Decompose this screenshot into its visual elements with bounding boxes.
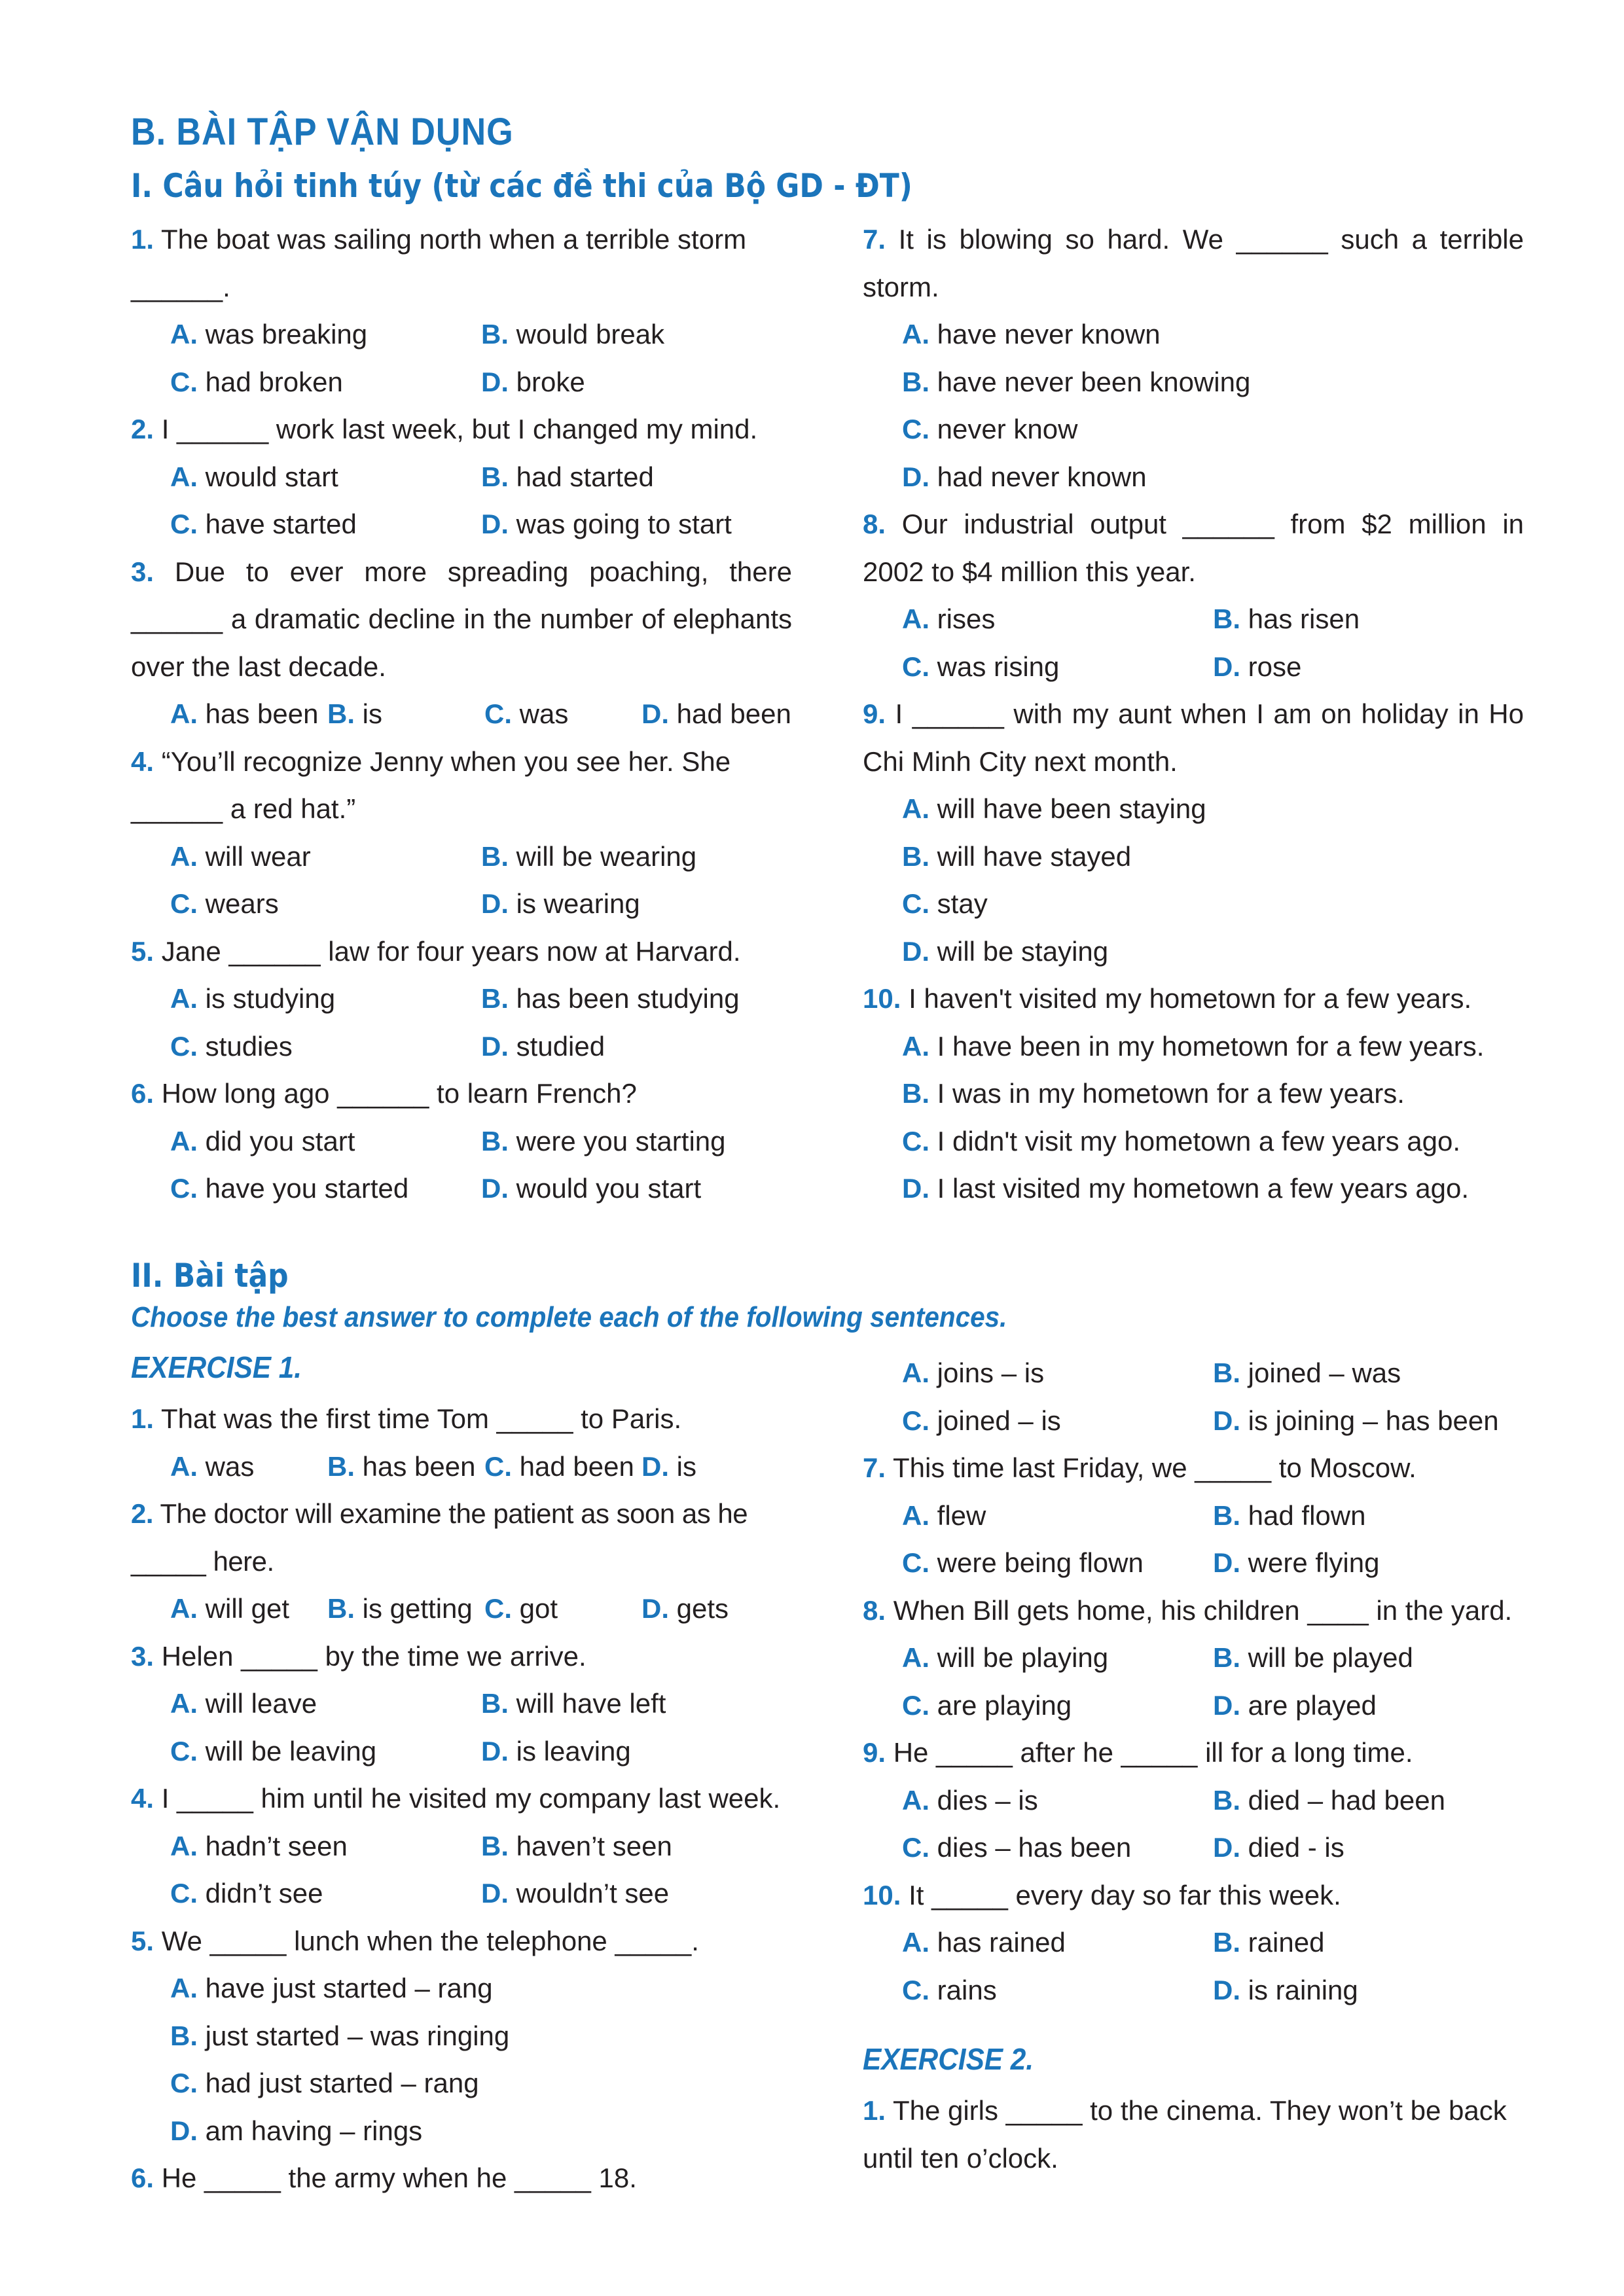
question-8 xyxy=(863,501,1524,691)
question-2 xyxy=(131,406,792,548)
question-number: 2. xyxy=(131,1498,154,1529)
ex1-question-3 xyxy=(131,1633,792,1776)
option-b[interactable]: B. I was in my hometown for a few years. xyxy=(902,1078,1405,1109)
option-c[interactable]: C. have you started xyxy=(170,1173,409,1204)
question-text: This time last Friday, we _____ to Moscow. xyxy=(892,1452,1416,1483)
question-text: The boat was sailing north when a terrible storm ______. xyxy=(131,224,747,302)
option-d[interactable]: D. died - is xyxy=(1213,1832,1344,1863)
question-number: 1. xyxy=(131,1403,154,1434)
question-text: Jane ______ law for four years now at Harvard. xyxy=(161,935,741,967)
question-number: 3. xyxy=(131,556,154,587)
question-text: When Bill gets home, his children ____ in the yard. xyxy=(893,1594,1513,1626)
ex1-question-9 xyxy=(863,1729,1524,1872)
option-b[interactable]: B. just started – was ringing xyxy=(170,2020,510,2051)
question-text: Due to ever more spreading poaching, there ______ a dramatic decline in the number of elephants over the last decade. xyxy=(131,556,792,682)
option-a[interactable]: A. have just started – rang xyxy=(170,1973,493,2003)
question-10 xyxy=(863,975,1524,1213)
question-number: 4. xyxy=(131,1783,154,1814)
option-a[interactable]: A. dies – is xyxy=(902,1784,1038,1816)
option-d[interactable]: D. broke xyxy=(481,366,585,397)
option-d[interactable]: D. will be staying xyxy=(902,935,1109,967)
instruction: Choose the best answer to complete each of the following sentences. xyxy=(131,1301,1007,1333)
option-c[interactable]: C. stay xyxy=(902,888,988,919)
option-b[interactable]: B. have never been knowing xyxy=(902,366,1251,397)
ex1-question-1 xyxy=(131,1395,792,1490)
ex1-question-7 xyxy=(863,1444,1524,1587)
option-a[interactable]: A. would start xyxy=(170,461,338,492)
question-4 xyxy=(131,738,792,928)
option-c[interactable]: C. joined – is xyxy=(902,1405,1061,1436)
ex1-question-4 xyxy=(131,1775,792,1918)
question-text: Helen _____ by the time we arrive. xyxy=(161,1640,586,1672)
ex1-question-5 xyxy=(131,1918,792,2155)
exercise-1-title: EXERCISE 1. xyxy=(131,1350,302,1384)
question-number: 5. xyxy=(131,935,154,967)
question-text: That was the first time Tom _____ to Paris. xyxy=(160,1403,682,1434)
option-a[interactable]: A. rises xyxy=(902,603,996,634)
option-b[interactable]: B. joined – was xyxy=(1213,1357,1401,1388)
part1-left-column xyxy=(131,216,792,1213)
question-text: I ______ work last week, but I changed my mind. xyxy=(161,414,758,444)
option-c[interactable]: C. was xyxy=(484,698,569,729)
option-b[interactable]: B. will be played xyxy=(1213,1642,1413,1673)
option-a[interactable]: A. has rained xyxy=(902,1927,1066,1958)
question-text: I _____ him until he visited my company last week. xyxy=(161,1783,781,1814)
ex1-question-6 xyxy=(131,2155,792,2202)
option-a[interactable]: A. was xyxy=(170,1450,255,1482)
question-number: 8. xyxy=(863,1594,886,1626)
option-a[interactable]: A. is studying xyxy=(170,983,336,1014)
option-d[interactable]: D. were flying xyxy=(1213,1547,1380,1578)
question-number: 8. xyxy=(863,509,886,539)
option-c[interactable]: C. are playing xyxy=(902,1689,1072,1721)
question-number: 3. xyxy=(131,1640,154,1672)
question-number: 9. xyxy=(863,1737,886,1768)
option-d[interactable]: D. was going to start xyxy=(481,509,732,539)
option-a[interactable]: A. have never known xyxy=(902,319,1161,350)
option-c[interactable]: C. were being flown xyxy=(902,1547,1144,1578)
question-text: “You’ll recognize Jenny when you see her. She ______ a red hat.” xyxy=(131,745,731,824)
option-d[interactable]: D. studied xyxy=(481,1030,605,1062)
question-number: 2. xyxy=(131,414,154,444)
option-a[interactable]: A. will have been staying xyxy=(902,793,1206,824)
option-d[interactable]: D. am having – rings xyxy=(170,2115,423,2146)
option-b[interactable]: B. had started xyxy=(481,461,654,492)
question-1 xyxy=(131,216,792,406)
option-b[interactable]: B. died – had been xyxy=(1213,1784,1445,1816)
question-text: Our industrial output ______ from $2 million in 2002 to $4 million this year. xyxy=(863,509,1525,587)
option-c[interactable]: C. rains xyxy=(902,1974,997,2005)
option-b[interactable]: B. were you starting xyxy=(481,1125,726,1157)
question-6 xyxy=(131,1070,792,1213)
option-c[interactable]: C. had been xyxy=(484,1450,634,1482)
part2-right-column xyxy=(863,1350,1524,2182)
question-number: 7. xyxy=(863,224,886,255)
option-b[interactable]: B. will have stayed xyxy=(902,840,1132,872)
option-a[interactable]: A. I have been in my hometown for a few years. xyxy=(902,1030,1485,1062)
question-3 xyxy=(131,548,792,738)
question-9 xyxy=(863,691,1524,975)
option-a[interactable]: A. joins – is xyxy=(902,1357,1045,1388)
question-number: 4. xyxy=(131,745,154,777)
option-c[interactable]: C. got xyxy=(484,1593,558,1624)
ex1-question-2 xyxy=(131,1490,792,1633)
option-b[interactable]: B. will have left xyxy=(481,1688,666,1719)
option-d[interactable]: D. rose xyxy=(1213,651,1302,682)
question-text: The girls _____ to the cinema. They won’t be back until ten o’clock. xyxy=(863,2095,1507,2174)
option-d[interactable]: D. had never known xyxy=(902,461,1147,492)
option-c[interactable]: C. dies – has been xyxy=(902,1832,1132,1863)
question-number: 1. xyxy=(863,2095,886,2126)
option-c[interactable]: C. never know xyxy=(902,414,1078,444)
option-d[interactable]: D. would you start xyxy=(481,1173,702,1204)
option-d[interactable]: D. is wearing xyxy=(481,888,640,919)
option-a[interactable]: A. will get xyxy=(170,1593,290,1624)
option-d[interactable]: D. is joining – has been xyxy=(1213,1405,1499,1436)
option-c[interactable]: C. I didn't visit my hometown a few years ago. xyxy=(902,1125,1461,1157)
option-a[interactable]: A. did you start xyxy=(170,1125,355,1157)
question-text: It _____ every day so far this week. xyxy=(909,1879,1341,1910)
option-d[interactable]: D. are played xyxy=(1213,1689,1377,1721)
question-text: The doctor will examine the patient as soon as he _____ here. xyxy=(131,1498,748,1577)
option-b[interactable]: B. is xyxy=(327,698,383,729)
option-a[interactable]: A. will be playing xyxy=(902,1642,1109,1673)
option-b[interactable]: B. would break xyxy=(481,319,665,350)
option-d[interactable]: D. had been xyxy=(641,698,791,729)
question-number: 5. xyxy=(131,1925,154,1956)
option-c[interactable]: C. studies xyxy=(170,1030,293,1062)
question-number: 9. xyxy=(863,698,886,729)
section-title: B. BÀI TẬP VẬN DỤNG xyxy=(131,111,514,153)
part1-right-column xyxy=(863,216,1524,1213)
question-number: 7. xyxy=(863,1452,886,1483)
option-a[interactable]: A. will leave xyxy=(170,1688,317,1719)
option-b[interactable]: B. has risen xyxy=(1213,603,1360,634)
option-a[interactable]: A. has been xyxy=(170,698,319,729)
question-text: He _____ the army when he _____ 18. xyxy=(161,2162,637,2193)
part2-left-column xyxy=(131,1395,792,2202)
option-c[interactable]: C. didn’t see xyxy=(170,1878,323,1909)
ex2-question-1 xyxy=(863,2087,1524,2182)
question-text: It is blowing so hard. We ______ such a terrible storm. xyxy=(863,224,1524,302)
question-text: We _____ lunch when the telephone _____. xyxy=(161,1925,699,1956)
ex1-question-8 xyxy=(863,1587,1524,1730)
option-b[interactable]: B. haven’t seen xyxy=(481,1830,672,1861)
option-a[interactable]: A. will wear xyxy=(170,840,311,872)
option-d[interactable]: D. is xyxy=(641,1450,697,1482)
question-number: 6. xyxy=(131,1078,154,1109)
option-b[interactable]: B. is getting xyxy=(327,1593,473,1624)
question-text: He _____ after he _____ ill for a long time. xyxy=(893,1737,1413,1768)
question-number: 6. xyxy=(131,2162,154,2193)
question-number: 10. xyxy=(863,1879,901,1910)
question-number: 10. xyxy=(863,983,901,1014)
option-c[interactable]: C. have started xyxy=(170,509,357,539)
option-d[interactable]: D. gets xyxy=(641,1593,729,1624)
part1-title: I. Câu hỏi tinh túy (từ các đề thi của Bộ GD - ĐT) xyxy=(131,167,912,205)
question-number: 1. xyxy=(131,224,154,255)
option-d[interactable]: D. is raining xyxy=(1213,1974,1358,2005)
ex1-question-6-options xyxy=(863,1350,1524,1444)
option-c[interactable]: C. had just started – rang xyxy=(170,2068,479,2098)
option-c[interactable]: C. had broken xyxy=(170,366,343,397)
option-b[interactable]: B. rained xyxy=(1213,1927,1325,1958)
option-a[interactable]: A. flew xyxy=(902,1499,986,1531)
part2-title: II. Bài tập xyxy=(131,1257,289,1295)
option-b[interactable]: B. has been xyxy=(327,1450,476,1482)
question-5 xyxy=(131,928,792,1071)
option-a[interactable]: A. was breaking xyxy=(170,319,368,350)
option-d[interactable]: D. wouldn’t see xyxy=(481,1878,670,1909)
option-b[interactable]: B. had flown xyxy=(1213,1499,1366,1531)
question-text: I ______ with my aunt when I am on holiday in Ho Chi Minh City next month. xyxy=(863,698,1524,777)
exercise-2-title: EXERCISE 2. xyxy=(863,2042,1034,2076)
question-text: I haven't visited my hometown for a few years. xyxy=(909,983,1472,1014)
option-b[interactable]: B. has been studying xyxy=(481,983,740,1014)
option-b[interactable]: B. will be wearing xyxy=(481,840,697,872)
option-c[interactable]: C. was rising xyxy=(902,651,1060,682)
option-d[interactable]: D. I last visited my hometown a few years ago. xyxy=(902,1173,1470,1204)
option-a[interactable]: A. hadn’t seen xyxy=(170,1830,348,1861)
option-c[interactable]: C. wears xyxy=(170,888,279,919)
option-c[interactable]: C. will be leaving xyxy=(170,1735,377,1767)
question-7 xyxy=(863,216,1524,501)
option-d[interactable]: D. is leaving xyxy=(481,1735,631,1767)
question-text: How long ago ______ to learn French? xyxy=(161,1078,637,1109)
ex1-question-10 xyxy=(863,1872,1524,2015)
